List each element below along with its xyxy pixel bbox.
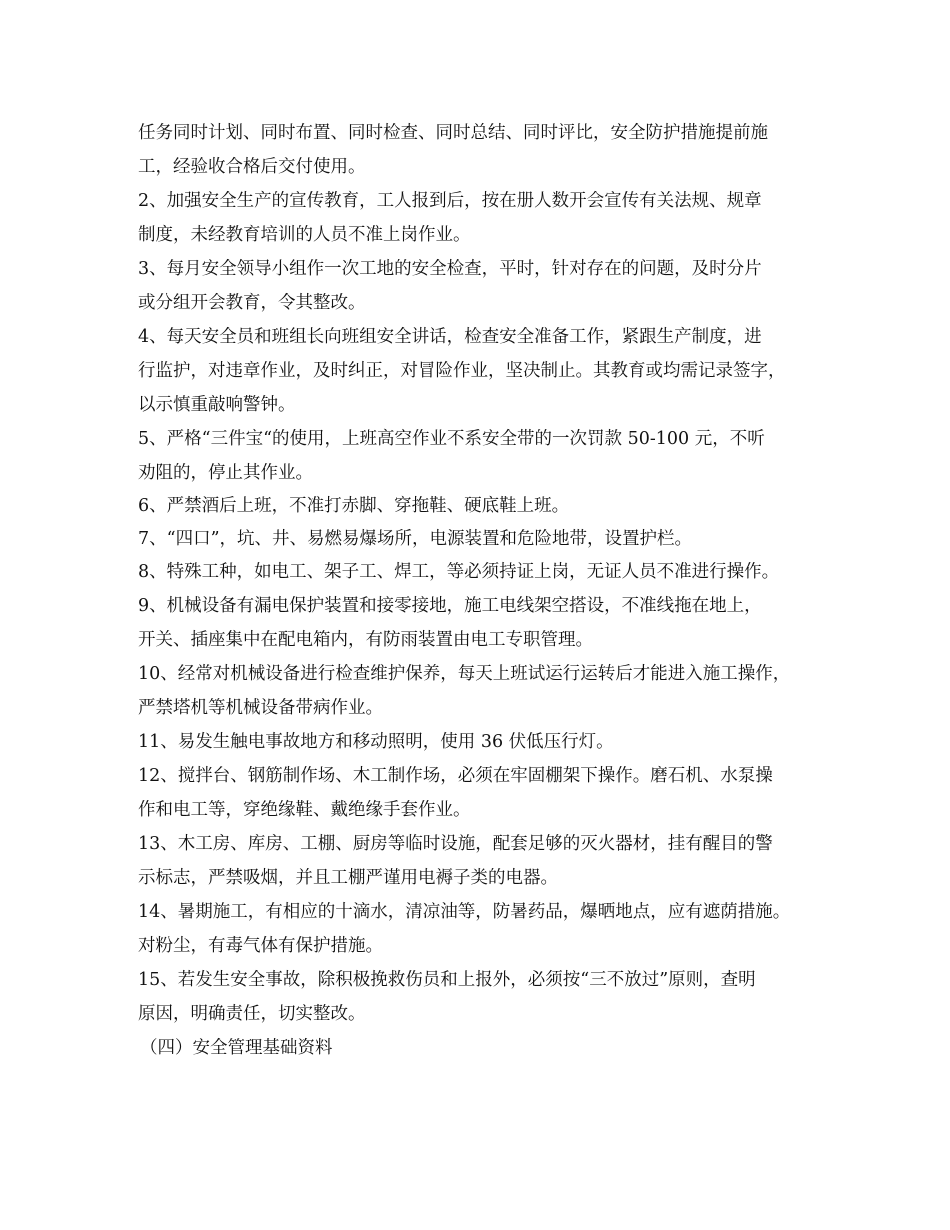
text-line-14: 8、特殊工种，如电工、架子工、焊工，等必须持证上岗，无证人员不准进行操作。 [138,562,780,582]
text-line-18: 严禁塔机等机械设备带病作业。 [138,698,383,718]
text-line-9: 以示慎重敲响警钟。 [138,395,296,415]
text-line-4: 制度，未经教育培训的人员不准上岗作业。 [138,225,471,245]
text-line-5: 3、每月安全领导小组作一次工地的安全检查，平时，针对存在的问题，及时分片 [138,259,762,279]
text-line-8: 行监护，对违章作业，及时纠正，对冒险作业，坚决制止。其教育或均需记录签字， [138,361,786,381]
text-line-17: 10、经常对机械设备进行检查维护保养，每天上班试运行运转后才能进入施工操作， [138,664,791,684]
text-line-20: 12、搅拌台、钢筋制作场、木工制作场，必须在牢固棚架下操作。磨石机、水泵操 [138,766,773,786]
text-line-15: 9、机械设备有漏电保护装置和接零接地，施工电线架空搭设，不准线拖在地上， [138,596,762,616]
text-line-10: 5、严格“三件宝“的使用，上班高空作业不系安全带的一次罚款 50-100 元，不听 [138,429,765,449]
text-line-19: 11、易发生触电事故地方和移动照明，使用 36 伏低压行灯。 [138,732,614,752]
text-line-1: 任务同时计划、同时布置、同时检查、同时总结、同时评比，安全防护措施提前施 [138,123,768,143]
text-line-16: 开关、插座集中在配电箱内，有防雨装置由电工专职管理。 [138,630,593,650]
text-line-3: 2、加强安全生产的宣传教育，工人报到后，按在册人数开会宣传有关法规、规章 [138,191,762,211]
text-line-23: 示标志，严禁吸烟，并且工棚严谨用电褥子类的电器。 [138,868,558,888]
text-line-2: 工，经验收合格后交付使用。 [138,157,366,177]
text-line-22: 13、木工房、库房、工棚、厨房等临时设施，配套足够的灭火器材，挂有醒目的警 [138,834,773,854]
document-body [138,116,828,1065]
text-line-13: 7、“四口”，坑、井、易燃易爆场所，电源装置和危险地带，设置护栏。 [138,529,693,549]
text-line-26: 15、若发生安全事故，除积极挽救伤员和上报外，必须按“三不放过”原则，查明 [138,970,756,990]
text-line-6: 或分组开会教育，令其整改。 [138,293,366,313]
text-line-12: 6、严禁酒后上班，不准打赤脚、穿拖鞋、硬底鞋上班。 [138,496,570,516]
text-line-25: 对粉尘，有毒气体有保护措施。 [138,936,383,956]
text-line-7: 4、每天安全员和班组长向班组安全讲话，检查安全准备工作，紧跟生产制度，进 [138,327,762,347]
text-line-27: 原因，明确责任，切实整改。 [138,1004,366,1024]
text-line-24: 14、暑期施工，有相应的十滴水，清凉油等，防暑药品，爆晒地点，应有遮荫措施。 [138,902,791,922]
section-heading: （四）安全管理基础资料 [140,1038,333,1058]
text-line-21: 作和电工等，穿绝缘鞋、戴绝缘手套作业。 [138,800,471,820]
text-line-11: 劝阻的，停止其作业。 [138,463,313,483]
